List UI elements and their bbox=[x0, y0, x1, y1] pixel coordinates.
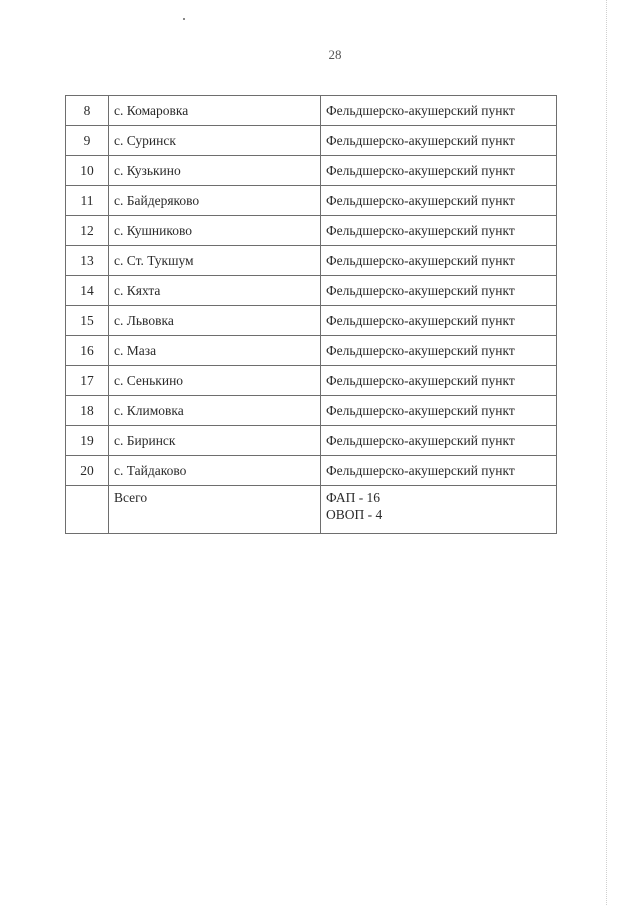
total-fap-count: ФАП - 16 bbox=[326, 490, 381, 505]
settlement-name: с. Маза bbox=[109, 336, 321, 366]
table-row bbox=[66, 336, 557, 366]
settlement-name: с. Байдеряково bbox=[109, 186, 321, 216]
row-number: 14 bbox=[66, 276, 109, 306]
row-number: 12 bbox=[66, 216, 109, 246]
table-row bbox=[66, 96, 557, 126]
row-number: 20 bbox=[66, 456, 109, 486]
table-row bbox=[66, 246, 557, 276]
facilities-table-body bbox=[66, 96, 557, 534]
row-number: 10 bbox=[66, 156, 109, 186]
settlement-name: с. Львовка bbox=[109, 306, 321, 336]
total-ovop-count: ОВОП - 4 bbox=[326, 507, 383, 522]
settlement-name: с. Климовка bbox=[109, 396, 321, 426]
settlement-name: с. Кушниково bbox=[109, 216, 321, 246]
facility-type: Фельдшерско-акушерский пункт bbox=[321, 216, 557, 246]
facility-type: Фельдшерско-акушерский пункт bbox=[321, 366, 557, 396]
scan-speck bbox=[183, 18, 185, 20]
table-row bbox=[66, 456, 557, 486]
row-number: 13 bbox=[66, 246, 109, 276]
facility-type: Фельдшерско-акушерский пункт bbox=[321, 396, 557, 426]
facility-type: Фельдшерско-акушерский пункт bbox=[321, 456, 557, 486]
facility-type: Фельдшерско-акушерский пункт bbox=[321, 156, 557, 186]
settlement-name: с. Ст. Тукшум bbox=[109, 246, 321, 276]
row-number: 16 bbox=[66, 336, 109, 366]
row-number: 8 bbox=[66, 96, 109, 126]
settlement-name: с. Биринск bbox=[109, 426, 321, 456]
table-row bbox=[66, 126, 557, 156]
table-row bbox=[66, 366, 557, 396]
table-row bbox=[66, 156, 557, 186]
scan-edge-line bbox=[605, 0, 607, 905]
table-row bbox=[66, 426, 557, 456]
settlement-name: с. Комаровка bbox=[109, 96, 321, 126]
settlement-name: с. Суринск bbox=[109, 126, 321, 156]
facility-type: Фельдшерско-акушерский пункт bbox=[321, 96, 557, 126]
table-row bbox=[66, 216, 557, 246]
settlement-name: с. Тайдаково bbox=[109, 456, 321, 486]
facility-type: Фельдшерско-акушерский пункт bbox=[321, 306, 557, 336]
table-row bbox=[66, 276, 557, 306]
settlement-name: с. Кяхта bbox=[109, 276, 321, 306]
facility-type: Фельдшерско-акушерский пункт bbox=[321, 426, 557, 456]
row-number: 18 bbox=[66, 396, 109, 426]
row-number: 15 bbox=[66, 306, 109, 336]
table-row bbox=[66, 306, 557, 336]
settlement-name: с. Сенькино bbox=[109, 366, 321, 396]
facility-type: Фельдшерско-акушерский пункт bbox=[321, 276, 557, 306]
table-row bbox=[66, 186, 557, 216]
facility-type: Фельдшерско-акушерский пункт bbox=[321, 246, 557, 276]
row-number: 11 bbox=[66, 186, 109, 216]
row-number: 19 bbox=[66, 426, 109, 456]
page-number: 28 bbox=[328, 47, 342, 62]
total-row bbox=[66, 486, 557, 534]
total-label: Всего bbox=[109, 486, 321, 534]
facility-type: Фельдшерско-акушерский пункт bbox=[321, 126, 557, 156]
facility-type: Фельдшерско-акушерский пункт bbox=[321, 336, 557, 366]
table-row bbox=[66, 396, 557, 426]
facilities-table bbox=[65, 95, 557, 534]
facility-type: Фельдшерско-акушерский пункт bbox=[321, 186, 557, 216]
row-number: 9 bbox=[66, 126, 109, 156]
total-number-cell bbox=[66, 486, 109, 534]
total-summary bbox=[321, 486, 557, 534]
row-number: 17 bbox=[66, 366, 109, 396]
settlement-name: с. Кузькино bbox=[109, 156, 321, 186]
